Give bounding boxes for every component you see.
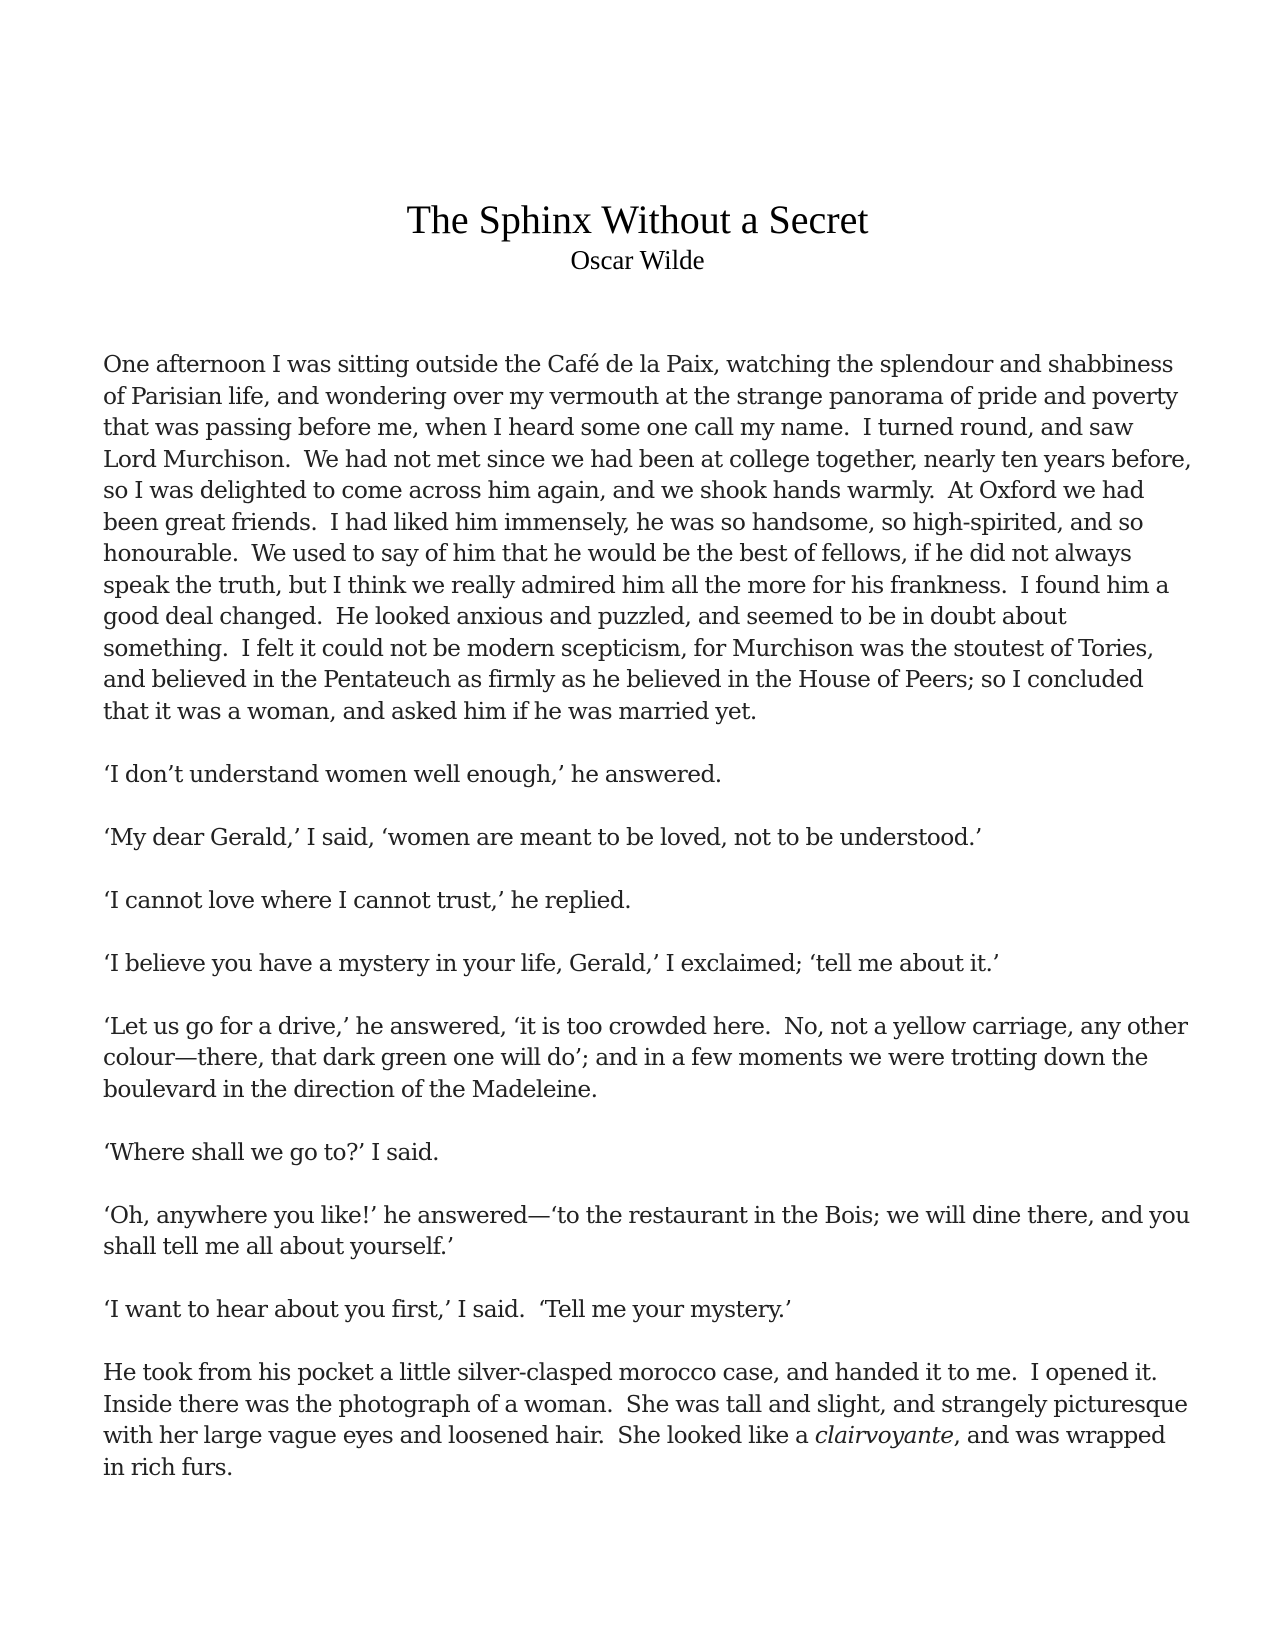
text-line: Inside there was the photograph of a woman. She was tall and slight, and strangely picturesque <box>103 1390 1188 1418</box>
text-line: Lord Murchison. We had not met since we had been at college together, nearly ten years before, <box>103 445 1192 473</box>
text-line: so I was delighted to come across him again, and we shook hands warmly. At Oxford we had <box>103 477 1145 504</box>
text-line: ‘My dear Gerald,’ I said, ‘women are meant to be loved, not to be understood.’ <box>103 823 982 851</box>
document-body <box>103 349 1192 1515</box>
paragraph-9 <box>103 1294 1178 1326</box>
text-line: good deal changed. He looked anxious and puzzled, and seemed to be in doubt about <box>103 603 1067 630</box>
paragraph-4 <box>103 885 1178 917</box>
text-line: been great friends. I had liked him immensely, he was so handsome, so high-spirited, and so <box>103 508 1144 536</box>
text-line: ‘I believe you have a mystery in your life, Gerald,’ I exclaimed; ‘tell me about it.’ <box>103 949 1000 977</box>
text-line: One afternoon I was sitting outside the Café de la Paix, watching the splendour and shabbiness <box>103 351 1174 378</box>
text-line: that it was a woman, and asked him if he was married yet. <box>103 697 757 725</box>
text-line: colour—there, that dark green one will do’; and in a few moments we were trotting down the <box>103 1044 1148 1071</box>
text-line: ‘Where shall we go to?’ I said. <box>103 1138 439 1166</box>
text-line: speak the truth, but I think we really admired him all the more for his frankness. I found him a <box>103 571 1169 599</box>
text-segment: with her large vague eyes and loosened hair. She looked like a <box>103 1422 815 1449</box>
text-line: ‘I cannot love where I cannot trust,’ he replied. <box>103 886 632 914</box>
paragraph-2 <box>103 759 1178 791</box>
text-line: of Parisian life, and wondering over my vermouth at the strange panorama of pride and poverty <box>103 382 1178 410</box>
paragraph-5 <box>103 948 1178 980</box>
document-title: The Sphinx Without a Secret <box>406 197 869 242</box>
text-line: honourable. We used to say of him that he would be the best of fellows, if he did not always <box>103 540 1132 567</box>
text-line: something. I felt it could not be modern scepticism, for Murchison was the stoutest of Tories, <box>103 634 1154 662</box>
text-line-with-italic <box>103 1420 1178 1452</box>
paragraph-8 <box>103 1200 1190 1263</box>
paragraph-3 <box>103 822 1178 854</box>
text-segment: , and was wrapped <box>953 1422 1166 1449</box>
text-line: boulevard in the direction of the Madeleine. <box>103 1075 598 1103</box>
text-line: ‘Oh, anywhere you like!’ he answered—‘to the restaurant in the Bois; we will dine there, and you <box>103 1201 1190 1229</box>
paragraph-10 <box>103 1357 1188 1483</box>
italic-word: clairvoyante <box>814 1422 954 1449</box>
text-line: and believed in the Pentateuch as firmly as he believed in the House of Peers; so I concluded <box>103 666 1144 693</box>
text-line: shall tell me all about yourself.’ <box>103 1233 454 1260</box>
text-line: that was passing before me, when I heard some one call my name. I turned round, and saw <box>103 414 1134 441</box>
text-line: ‘I want to hear about you first,’ I said. ‘Tell me your mystery.’ <box>103 1296 792 1323</box>
paragraph-6 <box>103 1011 1188 1106</box>
document-header <box>0 196 1275 276</box>
text-line: ‘Let us go for a drive,’ he answered, ‘it is too crowded here. No, not a yellow carriage, any other <box>103 1012 1188 1040</box>
paragraph-7 <box>103 1137 1178 1169</box>
text-line: ‘I don’t understand women well enough,’ he answered. <box>103 760 722 788</box>
text-line: in rich furs. <box>103 1453 233 1481</box>
paragraph-1 <box>103 349 1192 727</box>
text-line: He took from his pocket a little silver-clasped morocco case, and handed it to me. I opened it. <box>103 1359 1158 1386</box>
document-author: Oscar Wilde <box>570 245 705 275</box>
